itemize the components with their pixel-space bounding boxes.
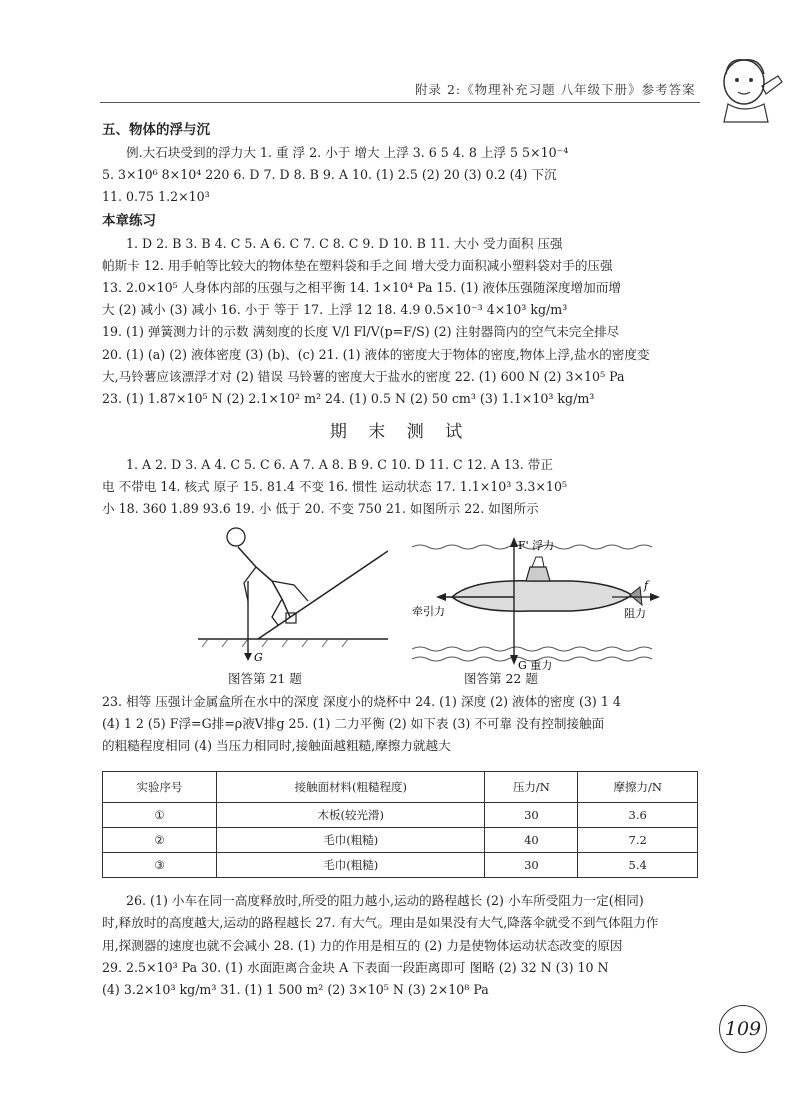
label-traction: 牵引力 — [412, 604, 445, 618]
answer-line: 23. (1) 1.87×10⁵ N (2) 2.1×10² m² 24. (1) 0.5 N (2) 50 cm³ (3) 1.1×10³ kg/m³ — [102, 390, 595, 406]
table-header-cell: 摩擦力/N — [578, 772, 698, 803]
section-heading-float-sink: 五、物体的浮与沉 — [102, 122, 210, 138]
table-header-cell: 接触面材料(粗糙程度) — [216, 772, 485, 803]
table-cell: 7.2 — [578, 828, 698, 853]
answer-line: 5. 3×10⁶ 8×10⁴ 220 6. D 7. D 8. B 9. A 10. (1) 2.5 (2) 20 (3) 0.2 (4) 下沉 — [102, 167, 557, 183]
label-buoyancy: F' 浮力 — [518, 538, 555, 552]
final-test-title: 期 末 测 试 — [329, 422, 471, 443]
answer-line: (4) 1 2 (5) F浮=G排=ρ液V排g 25. (1) 二力平衡 (2) 如下表 (3) 不可靠 没有控制接触面 — [102, 715, 605, 731]
answer-line: 小 18. 360 1.89 93.6 19. 小 低于 20. 不变 750 21. 如图所示 22. 如图所示 — [102, 501, 539, 517]
answer-line: 20. (1) (a) (2) 液体密度 (3) (b)、(c) 21. (1) 液体的密度大于物体的密度,物体上浮,盐水的密度变 — [102, 346, 650, 362]
label-g: G — [254, 650, 263, 664]
table-cell: 毛巾(粗糙) — [216, 828, 485, 853]
table-cell: ① — [103, 803, 217, 828]
table-header-cell: 实验序号 — [103, 772, 217, 803]
figure-21-caption: 图答第 21 题 — [228, 670, 302, 686]
table-cell: 3.6 — [578, 803, 698, 828]
table-row — [103, 853, 698, 878]
answer-line: 1. D 2. B 3. B 4. C 5. A 6. C 7. C 8. C 9. D 10. B 11. 大小 受力面积 压强 — [126, 235, 563, 251]
answer-line: 大,马铃薯应该漂浮才对 (2) 错误 马铃薯的密度大于盐水的密度 22. (1) 600 N (2) 3×10⁵ Pa — [102, 368, 625, 384]
table-cell: 30 — [485, 853, 578, 878]
answer-line: (4) 3.2×10³ kg/m³ 31. (1) 1 500 m² (2) 3×10⁵ N (3) 2×10⁸ Pa — [102, 981, 489, 997]
table-cell: 木板(较光滑) — [216, 803, 485, 828]
answer-line: 帕斯卡 12. 用手帕等比较大的物体垫在塑料袋和手之间 增大受力面积减小塑料袋对手的压强 — [102, 257, 613, 273]
answer-line: 13. 2.0×10⁵ 人身体内部的压强与之相平衡 14. 1×10⁴ Pa 15. (1) 液体压强随深度增加而增 — [102, 279, 621, 295]
answer-content — [102, 118, 698, 1001]
figure-21-skater — [198, 521, 388, 666]
answer-line: 时,释放时的高度越大,运动的路程越长 27. 有大气。理由是如果没有大气,降落伞就受不到气体阻力作 — [102, 915, 659, 931]
answer-line: 29. 2.5×10³ Pa 30. (1) 水面距离合金块 A 下表面一段距离即可 图略 (2) 32 N (3) 10 N — [102, 959, 609, 975]
friction-table — [102, 771, 698, 878]
section-heading-chapter-exercise: 本章练习 — [102, 212, 156, 229]
figure-22-caption: 图答第 22 题 — [464, 670, 538, 686]
answer-line: 1. A 2. D 3. A 4. C 5. C 6. A 7. A 8. B 9. C 10. D 11. C 12. A 13. 带正 — [126, 457, 553, 473]
answer-line: 23. 相等 压强计金属盒所在水中的深度 深度小的烧杯中 24. (1) 深度 (2) 液体的密度 (3) 1 4 — [102, 693, 621, 709]
figure-22-submarine — [412, 531, 662, 671]
answer-figures — [102, 521, 698, 691]
table-row — [103, 828, 698, 853]
label-gravity: G 重力 — [518, 658, 553, 671]
table-cell: ③ — [103, 853, 217, 878]
table-header-row — [103, 772, 698, 803]
answer-line: 用,探测器的速度也就不会减小 28. (1) 力的作用是相互的 (2) 力是使物体运动状态改变的原因 — [102, 937, 623, 953]
label-f: f — [644, 578, 649, 592]
answer-line: 的粗糙程度相同 (4) 当压力相同时,接触面越粗糙,摩擦力就越大 — [102, 738, 451, 753]
table-row — [103, 803, 698, 828]
answer-line: 大 (2) 减小 (3) 减小 16. 小于 等于 17. 上浮 12 18. 4.9 0.5×10⁻³ 4×10³ kg/m³ — [102, 302, 568, 318]
answer-line: 11. 0.75 1.2×10³ — [102, 189, 210, 205]
table-cell: 5.4 — [578, 853, 698, 878]
answer-line: 19. (1) 弹簧测力计的示数 满刻度的长度 V/l Fl/V(p=F/S) (2) 注射器筒内的空气未完全排尽 — [102, 324, 620, 340]
header-rule — [100, 102, 700, 103]
table-header-cell: 压力/N — [485, 772, 578, 803]
running-header: 附录 2:《物理补充习题 八年级下册》参考答案 — [415, 82, 696, 97]
answer-line: 26. (1) 小车在同一高度释放时,所受的阻力越小,运动的路程越长 (2) 小车所受阻力一定(相同) — [126, 893, 644, 909]
mascot-illustration — [708, 52, 790, 124]
label-resistance: 阻力 — [624, 606, 646, 620]
answer-line: 例.大石块受到的浮力大 1. 重 浮 2. 小于 增大 上浮 3. 6 5 4. 8 上浮 5 5×10⁻⁴ — [126, 145, 569, 160]
table-cell: ② — [103, 828, 217, 853]
page-number: 109 — [719, 1005, 767, 1053]
table-cell: 30 — [485, 803, 578, 828]
table-cell: 40 — [485, 828, 578, 853]
answer-line: 电 不带电 14. 核式 原子 15. 81.4 不变 16. 惯性 运动状态 17. 1.1×10³ 3.3×10⁵ — [102, 479, 568, 495]
table-cell: 毛巾(粗糙) — [216, 853, 485, 878]
